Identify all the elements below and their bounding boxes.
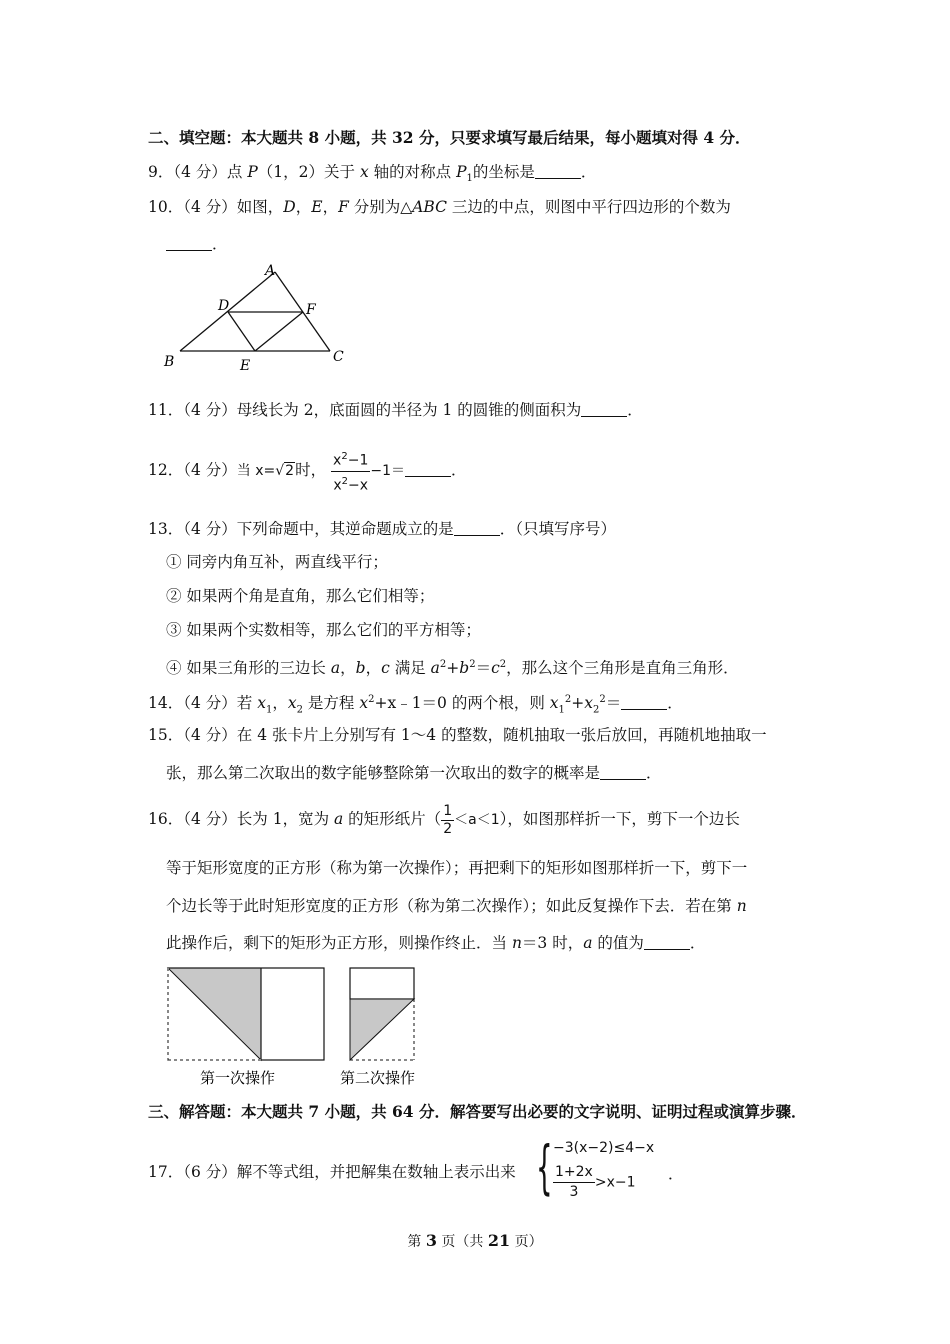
- q9-text-4: 的坐标是: [472, 163, 535, 181]
- question-16: [148, 800, 740, 840]
- q10-score: （4 分）: [183, 198, 237, 216]
- q16-line-2: 等于矩形宽度的正方形（称为第一次操作）；再把剩下的矩形如图那样折一下，剪下一: [166, 859, 748, 877]
- q13-var-c: c: [381, 659, 390, 678]
- q11-score: （4 分）: [183, 401, 237, 419]
- q14-comma: ，: [272, 694, 288, 713]
- q13-item-4: [166, 655, 739, 678]
- q16-number: 16．: [148, 810, 184, 828]
- q14-sub-1: 1: [265, 704, 273, 716]
- q17-end: ．: [668, 1165, 684, 1183]
- section-heading-fill-in: 二、填空题：本大题共 8 小题，共 32 分，只要求填写最后结果，每小题填对得 4 分．: [148, 128, 751, 147]
- q12-score: （4 分）: [183, 461, 237, 480]
- q16-pre: 长为 1，宽为: [236, 810, 334, 828]
- q9-end: ．: [580, 163, 597, 181]
- q11-text: 母线长为 2，底面圆的半径为 1 的圆锥的侧面积为: [236, 401, 582, 419]
- answer-blank[interactable]: [535, 164, 581, 179]
- q17-inequality-1: −3(x−2)≤4−x: [553, 1140, 655, 1156]
- answer-blank[interactable]: [644, 935, 690, 950]
- q12-when-x: 当 x=: [236, 463, 276, 480]
- q12-den-sup: 2: [341, 475, 349, 487]
- q13-sup-c: 2: [499, 659, 507, 670]
- q14-b-sup: 2: [599, 694, 606, 705]
- answer-blank[interactable]: [454, 521, 500, 536]
- q10-number: 10．: [148, 198, 184, 216]
- segment-ef: [255, 312, 303, 351]
- q15-number: 15．: [148, 726, 184, 744]
- q10-sep-2: ，: [322, 198, 339, 216]
- footer-post: 页）: [510, 1234, 543, 1250]
- q16-line-4-pre: 此操作后，剩下的矩形为正方形，则操作终止．当: [166, 934, 512, 952]
- q17-ineq-2-tail: >x−1: [594, 1174, 636, 1191]
- triangle-figure: [150, 258, 360, 378]
- q17-frac-den: 3: [569, 1184, 579, 1200]
- q16-fraction: [441, 804, 454, 837]
- answer-blank[interactable]: [600, 765, 646, 780]
- q16-var-a2: a: [583, 934, 593, 952]
- q14-mid: 是方程: [302, 694, 360, 713]
- footer-total-pages: 21: [487, 1231, 511, 1250]
- q15-end: ．: [646, 764, 662, 782]
- first-fold-shaded-triangle: [168, 968, 261, 1060]
- q11-number: 11．: [148, 401, 184, 419]
- q10-var-d: D: [283, 198, 296, 216]
- label-a: A: [265, 263, 276, 279]
- q9-var-x: x: [359, 163, 369, 181]
- q14-eqsign: ＝: [605, 694, 622, 713]
- caption-first-operation: 第一次操作: [200, 1069, 276, 1087]
- q14-pre: 若: [236, 694, 258, 713]
- q16-frac-den: 2: [443, 820, 453, 837]
- q14-plus: +: [571, 694, 585, 713]
- q13-text: 下列命题中，其逆命题成立的是: [236, 520, 454, 538]
- q16-end: ．: [689, 934, 706, 952]
- q10-end-mark: ．: [212, 235, 228, 253]
- sqrt-icon: √: [275, 463, 285, 480]
- q16-line-4-tail: 的值为: [592, 934, 644, 952]
- q16-line-3: [166, 896, 747, 916]
- q10-var-abc: ABC: [412, 198, 447, 216]
- answer-blank[interactable]: [621, 695, 667, 710]
- q17-frac-num: 1+2x: [553, 1164, 595, 1183]
- q16-var-a: a: [334, 810, 344, 828]
- q13-eq-a: a: [430, 659, 440, 678]
- q10-end: [166, 234, 228, 254]
- q17-fraction: [553, 1164, 595, 1201]
- answer-blank[interactable]: [581, 402, 627, 417]
- q13-sup-a: 2: [439, 659, 447, 670]
- q15-line-2: [166, 763, 662, 783]
- section-heading-solutions: 三、解答题：本大题共 7 小题，共 64 分．解答要写出必要的文字说明、证明过程或演算步骤．: [148, 1102, 807, 1121]
- q12-fraction: [331, 448, 370, 494]
- q14-a-sup: 2: [564, 694, 572, 705]
- q13-var-b: b: [355, 659, 366, 678]
- question-10: [148, 197, 731, 217]
- q14-eq-x: x: [359, 694, 369, 713]
- q14-x1: x: [257, 694, 266, 713]
- q14-a-sub: 1: [558, 704, 565, 716]
- q12-num-x: x: [333, 452, 342, 469]
- q13-mid: 满足: [389, 659, 431, 678]
- q12-root-value: 2: [285, 463, 295, 480]
- q15-line-2-text: 张，那么第二次取出的数字能够整除第一次取出的数字的概率是: [166, 764, 601, 782]
- q14-b-sub: 2: [593, 704, 600, 716]
- q14-x2: x: [287, 694, 297, 713]
- q12-end: ．: [451, 461, 467, 480]
- q9-text-2: 关于: [324, 163, 360, 181]
- q9-text-1: 点: [226, 163, 248, 181]
- q12-after: −1＝: [370, 463, 405, 480]
- q13-item-1: ① 同旁内角互补，两直线平行；: [166, 553, 388, 571]
- question-12: [148, 448, 467, 496]
- q13-var-a: a: [330, 659, 341, 678]
- q10-text-2: 分别为△: [348, 198, 413, 216]
- q13-sup-b: 2: [469, 659, 476, 670]
- q14-eq-tail: +x﹣1＝0 的两个根，则: [374, 694, 550, 713]
- q13-number: 13．: [148, 520, 184, 538]
- q14-a: x: [549, 694, 559, 713]
- q12-den-tail: −x: [348, 477, 369, 494]
- q14-score: （4 分）: [183, 694, 237, 713]
- q11-end: ．: [627, 401, 643, 419]
- second-fold-shaded-triangle: [350, 999, 414, 1060]
- q13-item-2: ② 如果两个角是直角，那么它们相等；: [166, 587, 435, 605]
- q13-end: ．（只填写序号）: [499, 520, 617, 538]
- caption-second-operation: 第二次操作: [340, 1069, 416, 1087]
- brace-icon: {: [536, 1133, 553, 1201]
- footer-page-number: 3: [425, 1231, 437, 1250]
- q13-eq-plus: +: [446, 659, 460, 678]
- label-d: D: [218, 298, 230, 314]
- q16-ineq: ＜a＜1: [454, 812, 500, 828]
- q9-coords: （1，2）: [257, 163, 325, 181]
- q15-score: （4 分）: [183, 726, 237, 744]
- q10-sep-1: ，: [295, 198, 312, 216]
- q12-when: 时，: [295, 461, 327, 480]
- question-13: [148, 519, 616, 539]
- q16-mid: 的矩形纸片（: [343, 810, 442, 828]
- q13-comma-2: ，: [365, 659, 382, 678]
- answer-blank[interactable]: [166, 236, 212, 251]
- q13-item4-tail: ，那么这个三角形是直角三角形．: [506, 659, 739, 678]
- q13-comma-1: ，: [340, 659, 356, 678]
- q13-eq-b: b: [459, 659, 470, 678]
- q12-num-tail: −1: [347, 452, 369, 469]
- q17-inequality-2: [553, 1164, 636, 1201]
- q12-den-x: x: [333, 477, 342, 494]
- q10-text-3: 三边的中点，则图中平行四边形的个数为: [446, 198, 731, 216]
- question-15: [148, 725, 767, 745]
- answer-blank[interactable]: [405, 462, 451, 477]
- q17-number: 17．: [148, 1163, 184, 1181]
- q10-var-f: F: [338, 198, 349, 216]
- label-e: E: [240, 358, 251, 374]
- q16-tail: ），如图那样折一下，剪下一个边长: [499, 810, 740, 828]
- page-footer: [0, 1231, 950, 1252]
- q14-eq-sup: 2: [368, 694, 375, 705]
- label-c: C: [333, 349, 344, 365]
- q9-number: 9．: [148, 163, 174, 181]
- question-9: [148, 162, 596, 189]
- second-remaining-rectangle: [350, 968, 414, 999]
- q9-text-3: 轴的对称点: [368, 163, 457, 181]
- q16-frac-num: 1: [443, 802, 453, 819]
- label-b: B: [164, 354, 175, 370]
- q14-number: 14．: [148, 694, 184, 713]
- q9-score: （4 分）: [173, 163, 227, 181]
- q13-score: （4 分）: [183, 520, 237, 538]
- footer-pre: 第: [407, 1234, 426, 1250]
- q16-var-n2: n: [511, 934, 522, 952]
- question-17: [148, 1162, 516, 1182]
- q16-var-n: n: [736, 897, 747, 915]
- label-f: F: [306, 302, 316, 318]
- question-14: [148, 690, 683, 720]
- q10-var-e: E: [311, 198, 323, 216]
- segment-de: [228, 312, 255, 351]
- q16-score: （4 分）: [183, 810, 237, 828]
- q14-b: x: [584, 694, 594, 713]
- q14-sub-2: 2: [296, 704, 303, 716]
- q12-num-sup: 2: [341, 451, 348, 462]
- q9-var-p1: P: [456, 163, 467, 181]
- q16-line-4-mid: ＝3 时，: [521, 934, 584, 952]
- q17-score: （6 分）: [183, 1163, 237, 1181]
- question-11: [148, 400, 643, 420]
- q10-text-1: 如图，: [236, 198, 284, 216]
- q13-item-3: ③ 如果两个实数相等，那么它们的平方相等；: [166, 621, 481, 639]
- q15-line-1: 在 4 张卡片上分别写有 1～4 的整数，随机抽取一张后放回，再随机地抽取一: [236, 726, 767, 744]
- q14-end: ．: [667, 694, 683, 713]
- q13-eq-c: c: [491, 659, 500, 678]
- q9-sub-1: 1: [466, 173, 473, 185]
- q16-line-3-text: 个边长等于此时矩形宽度的正方形（称为第二次操作）；如此反复操作下去．若在第: [166, 897, 737, 915]
- q9-var-p: P: [247, 163, 258, 181]
- footer-mid: 页（共: [436, 1234, 488, 1250]
- folding-figures: [160, 962, 440, 1092]
- q13-eq-eq: ＝: [475, 659, 492, 678]
- q17-text: 解不等式组，并把解集在数轴上表示出来: [236, 1163, 516, 1181]
- q12-number: 12．: [148, 461, 184, 480]
- q16-line-4: [166, 933, 705, 953]
- q13-item4-pre: ④ 如果三角形的三边长: [166, 659, 331, 678]
